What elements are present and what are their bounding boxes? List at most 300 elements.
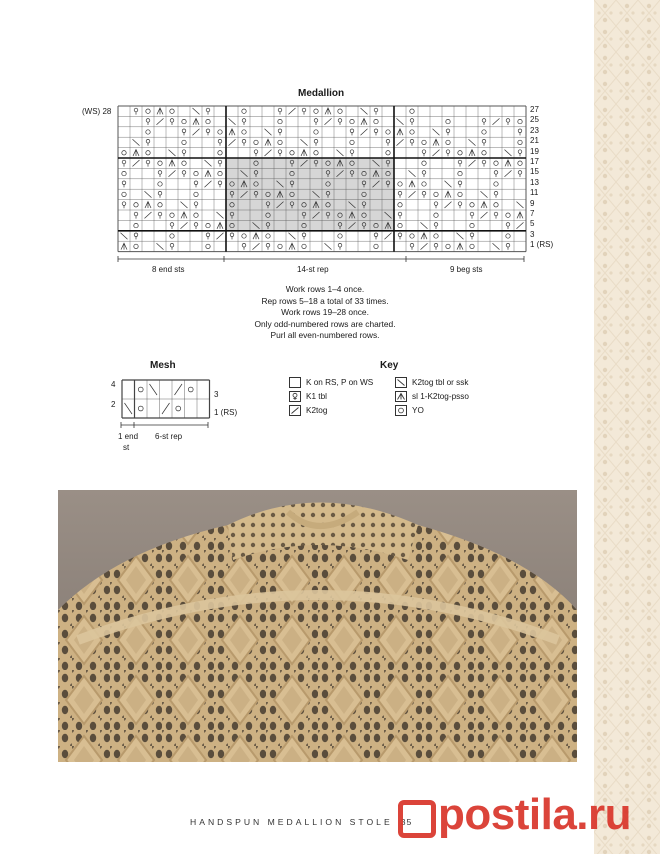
row-number-label: 5	[530, 219, 535, 229]
chart-cell-sk2p-icon	[253, 233, 259, 239]
chart-cell-yo-icon	[182, 140, 186, 144]
chart-cell-yo-icon	[458, 171, 462, 175]
chart-cell-yo-icon	[410, 234, 414, 238]
chart-cell-ktbl-icon	[278, 129, 282, 135]
chart-cell-sk2p-icon	[217, 222, 223, 228]
mesh-row-3: 3	[214, 390, 219, 399]
chart-cell-yo-icon	[278, 119, 282, 123]
chart-cell-yo-icon	[470, 244, 474, 248]
chart-cell-yo-icon	[218, 171, 222, 175]
chart-cell-ssk-icon	[517, 202, 524, 208]
chart-cell-ktbl-icon	[146, 139, 150, 145]
chart-cell-ssk-icon	[433, 129, 440, 135]
chart-cell-yo-icon	[494, 182, 498, 186]
lace-pattern-icon	[594, 0, 660, 854]
chart-cell-ktbl-icon	[242, 139, 246, 145]
chart-cell-yo-icon	[182, 119, 186, 123]
chart-cell-ktbl-icon	[134, 212, 138, 218]
row-number-label: 23	[530, 125, 539, 135]
chart-cell-ssk-icon	[193, 108, 200, 114]
chart-cell-ktbl-icon	[446, 150, 450, 156]
chart-cell-ktbl-icon	[410, 139, 414, 145]
chart-cell-ktbl-icon	[434, 223, 438, 229]
mesh-row-4: 4	[111, 380, 116, 389]
chart-cell-ktbl-icon	[122, 181, 126, 187]
chart-cell-yo-icon	[302, 244, 306, 248]
chart-cell-ktbl-icon	[422, 171, 426, 177]
chart-cell-yo-icon	[434, 192, 438, 196]
chart-cell-yo-icon	[410, 109, 414, 113]
chart-cell-sk2p-icon	[265, 139, 271, 145]
chart-cell-ktbl-icon	[182, 171, 186, 177]
chart-cell-ssk-icon	[469, 139, 476, 145]
chart-cell-ssk-icon	[325, 243, 332, 249]
page-number: 35	[400, 817, 413, 827]
chart-cell-yo-icon	[122, 151, 126, 155]
chart-cell-ktbl-icon	[446, 129, 450, 135]
key-item-k2tog	[289, 405, 327, 416]
mesh-brackets	[120, 422, 210, 432]
key-label: K2tog tbl or ssk	[412, 378, 469, 387]
chart-cell-ktbl-icon	[410, 243, 414, 249]
row-number-label: 9	[530, 198, 535, 208]
chart-cell-ktbl-icon	[350, 150, 354, 156]
chart-cell-ssk-icon	[133, 139, 140, 145]
chart-cell-ssk-icon	[457, 233, 464, 239]
chart-cell-sk2p-icon	[169, 160, 175, 166]
chart-cell-ktbl-icon	[374, 233, 378, 239]
row-number-label: 15	[530, 167, 539, 177]
chart-cell-sk2p-icon	[121, 243, 127, 249]
chart-cell-ktbl-icon	[134, 233, 138, 239]
mesh-k2tog-icon	[162, 403, 170, 414]
chart-cell-yo-icon	[470, 223, 474, 227]
chart-cell-k2tog-icon	[145, 212, 152, 218]
chart-cell-sk2p-icon	[445, 191, 451, 197]
mesh-title: Mesh	[150, 360, 176, 371]
chart-cell-k2tog-icon	[169, 170, 176, 176]
chart-cell-k2tog-icon	[193, 129, 200, 135]
chart-cell-yo-icon	[170, 213, 174, 217]
mesh-end-label: 1 end	[118, 432, 139, 441]
chart-cell-sk2p-icon	[205, 170, 211, 176]
chart-cell-ssk-icon	[409, 170, 416, 176]
chart-cell-ktbl-icon	[494, 212, 498, 218]
note-line: Rep rows 5–18 a total of 33 times.	[261, 295, 389, 306]
chart-cell-yo-icon	[146, 109, 150, 113]
chart-cell-yo-icon	[458, 192, 462, 196]
chart-cell-ktbl-icon	[338, 119, 342, 125]
chart-cell-sk2p-icon	[421, 233, 427, 239]
key-label: sl 1-K2tog-psso	[412, 392, 469, 401]
chart-cell-yo-icon	[254, 140, 258, 144]
chart-cell-yo-icon	[206, 223, 210, 227]
chart-cell-yo-icon	[518, 161, 522, 165]
chart-cell-yo-icon	[338, 234, 342, 238]
chart-cell-yo-icon	[146, 130, 150, 134]
chart-cell-sk2p-icon	[157, 108, 163, 114]
chart-cell-yo-icon	[242, 234, 246, 238]
chart-cell-ktbl-icon	[470, 233, 474, 239]
chart-cell-yo-icon	[386, 130, 390, 134]
chart-cell-ktbl-icon	[422, 150, 426, 156]
chart-cell-k2tog-icon	[289, 108, 296, 114]
chart-cell-sk2p-icon	[433, 139, 439, 145]
key-item-sk2p	[395, 391, 469, 402]
chart-cell-yo-icon	[506, 234, 510, 238]
mesh-yo-icon	[138, 387, 143, 392]
chart-cell-ssk-icon	[205, 160, 212, 166]
chart-cell-yo-icon	[386, 151, 390, 155]
chart-cell-yo-icon	[170, 234, 174, 238]
chart-cell-ktbl-icon	[230, 233, 234, 239]
chart-cell-ktbl-icon	[398, 212, 402, 218]
mesh-yo-icon	[176, 406, 181, 411]
chart-cell-ktbl-icon	[518, 171, 522, 177]
chart-cell-yo-icon	[470, 203, 474, 207]
chart-cell-ktbl-icon	[398, 233, 402, 239]
chart-cell-ktbl-icon	[206, 108, 210, 114]
key-label: K on RS, P on WS	[306, 378, 374, 387]
chart-cell-ktbl-icon	[518, 129, 522, 135]
chart-cell-ktbl-icon	[518, 150, 522, 156]
chart-cell-yo-icon	[338, 109, 342, 113]
chart-cell-ktbl-icon	[194, 223, 198, 229]
chart-cell-ktbl-icon	[482, 160, 486, 166]
chart-cell-yo-icon	[218, 151, 222, 155]
chart-cell-yo-icon	[518, 119, 522, 123]
chart-cell-sk2p-icon	[361, 118, 367, 124]
chart-cell-k2tog-icon	[181, 222, 188, 228]
chart-cell-ktbl-icon	[158, 191, 162, 197]
chart-cell-ssk-icon	[445, 181, 452, 187]
chart-cell-yo-icon	[242, 130, 246, 134]
note-line: Work rows 19–28 once.	[281, 307, 369, 317]
ws-row-label: (WS) 28	[82, 107, 112, 116]
twisted-stitch-icon	[289, 391, 301, 402]
section-label-end: 8 end sts	[152, 265, 185, 274]
chart-cell-yo-icon	[182, 161, 186, 165]
chart-cell-ktbl-icon	[170, 243, 174, 249]
chart-cell-k2tog-icon	[133, 160, 140, 166]
chart-cell-k2tog-icon	[157, 118, 164, 124]
chart-notes	[200, 284, 450, 342]
chart-cell-sk2p-icon	[505, 160, 511, 166]
chart-cell-sk2p-icon	[397, 129, 403, 135]
chart-cell-ktbl-icon	[506, 223, 510, 229]
chart-cell-yo-icon	[446, 244, 450, 248]
chart-cell-ktbl-icon	[170, 223, 174, 229]
chart-cell-ssk-icon	[289, 233, 296, 239]
chart-cell-ktbl-icon	[134, 108, 138, 114]
chart-cell-k2tog-icon	[385, 233, 392, 239]
chart-cell-ktbl-icon	[410, 119, 414, 125]
chart-cell-k2tog-icon	[397, 139, 404, 145]
chart-cell-yo-icon	[398, 182, 402, 186]
chart-cell-k2tog-icon	[361, 129, 368, 135]
chart-cell-ktbl-icon	[506, 119, 510, 125]
key-label: YO	[412, 406, 424, 415]
chart-cell-ssk-icon	[265, 129, 272, 135]
lace-border-strip	[594, 0, 660, 854]
chart-cell-yo-icon	[194, 171, 198, 175]
chart-cell-ktbl-icon	[278, 150, 282, 156]
key-item-ktbl	[289, 391, 327, 402]
key-title: Key	[380, 360, 399, 371]
chart-cell-k2tog-icon	[421, 243, 428, 249]
watermark-logo: postila.ru	[438, 790, 632, 839]
mesh-rep-label: 6-st rep	[155, 432, 183, 441]
chart-cell-ssk-icon	[421, 222, 428, 228]
chart-cell-yo-icon	[158, 161, 162, 165]
chart-cell-sk2p-icon	[229, 129, 235, 135]
chart-cell-ssk-icon	[493, 243, 500, 249]
chart-cell-ssk-icon	[145, 191, 152, 197]
mesh-k2tog-icon	[175, 384, 183, 395]
chart-cell-ktbl-icon	[122, 160, 126, 166]
chart-cell-yo-icon	[422, 161, 426, 165]
chart-cell-yo-icon	[494, 203, 498, 207]
chart-cell-yo-icon	[422, 182, 426, 186]
chart-cell-ssk-icon	[397, 118, 404, 124]
chart-cell-yo-icon	[350, 119, 354, 123]
mesh-end-label-2: st	[123, 443, 130, 452]
chart-cell-yo-icon	[194, 213, 198, 217]
chart-cell-ssk-icon	[337, 150, 344, 156]
chart-cell-ssk-icon	[229, 118, 236, 124]
chart-cell-ktbl-icon	[434, 243, 438, 249]
chart-cell-k2tog-icon	[505, 170, 512, 176]
chart-cell-yo-icon	[122, 171, 126, 175]
row-number-label: 21	[530, 136, 539, 146]
chart-cell-yo-icon	[146, 151, 150, 155]
chart-cell-sk2p-icon	[193, 118, 199, 124]
chart-cell-sk2p-icon	[145, 202, 151, 208]
row-number-label: 13	[530, 177, 539, 187]
chart-cell-ktbl-icon	[494, 171, 498, 177]
shawl-photo	[58, 490, 577, 762]
chart-cell-ssk-icon	[301, 139, 308, 145]
chart-cell-ktbl-icon	[158, 212, 162, 218]
mesh-ssk-icon	[150, 384, 158, 395]
chart-cell-ssk-icon	[121, 233, 128, 239]
row-number-label: 19	[530, 146, 539, 156]
chart-cell-yo-icon	[446, 140, 450, 144]
chart-cell-sk2p-icon	[301, 150, 307, 156]
chart-cell-ssk-icon	[217, 212, 224, 218]
chart-cell-ktbl-icon	[206, 129, 210, 135]
chart-cell-yo-icon	[506, 213, 510, 217]
mesh-ssk-icon	[125, 403, 133, 414]
chart-cell-yo-icon	[290, 151, 294, 155]
chart-cell-yo-icon	[158, 182, 162, 186]
chart-cell-sk2p-icon	[133, 150, 139, 156]
chart-cell-k2tog-icon	[469, 160, 476, 166]
note-line: Work rows 1–4 once.	[285, 284, 365, 294]
mesh-yo-icon	[138, 406, 143, 411]
chart-cell-k2tog-icon	[493, 118, 500, 124]
key-item-yo	[395, 405, 424, 416]
row-number-label: 27	[530, 105, 539, 114]
chart-cell-yo-icon	[134, 244, 138, 248]
chart-cell-ktbl-icon	[182, 129, 186, 135]
note-line: Purl all even-numbered rows.	[270, 330, 380, 340]
chart-cell-ktbl-icon	[374, 108, 378, 114]
section-label-beg: 9 beg sts	[450, 265, 483, 274]
chart-cell-ktbl-icon	[350, 129, 354, 135]
key-item-knit	[289, 377, 373, 388]
chart-cell-ktbl-icon	[254, 150, 258, 156]
chart-cell-k2tog-icon	[409, 191, 416, 197]
chart-cell-ktbl-icon	[218, 139, 222, 145]
mesh-row-2: 2	[111, 400, 116, 409]
chart-cell-ktbl-icon	[170, 119, 174, 125]
chart-cell-yo-icon	[266, 234, 270, 238]
chart-cell-ktbl-icon	[302, 233, 306, 239]
key-item-ssk	[395, 377, 468, 388]
chart-cell-yo-icon	[494, 161, 498, 165]
chart-cell-k2tog-icon	[265, 150, 272, 156]
yarn-over-icon	[395, 405, 407, 416]
chart-cell-sk2p-icon	[481, 202, 487, 208]
chart-cell-yo-icon	[242, 109, 246, 113]
row-number-label: 3	[530, 229, 535, 239]
chart-cell-ktbl-icon	[398, 191, 402, 197]
mesh-yo-icon	[188, 387, 193, 392]
chart-cell-ktbl-icon	[146, 160, 150, 166]
chart-cell-k2tog-icon	[229, 139, 236, 145]
chart-cell-ktbl-icon	[242, 119, 246, 125]
chart-cell-yo-icon	[434, 234, 438, 238]
chart-cell-yo-icon	[350, 140, 354, 144]
chart-cell-ssk-icon	[481, 191, 488, 197]
chart-cell-sk2p-icon	[457, 243, 463, 249]
row-number-label: 7	[530, 209, 535, 218]
chart-cell-k2tog-icon	[205, 181, 212, 187]
chart-cell-ktbl-icon	[458, 160, 462, 166]
note-line: Only odd-numbered rows are charted.	[254, 318, 396, 329]
chart-cell-yo-icon	[206, 244, 210, 248]
chart-cell-ktbl-icon	[242, 243, 246, 249]
section-label-rep: 14-st rep	[297, 265, 329, 274]
chart-cell-yo-icon	[134, 203, 138, 207]
chart-cell-yo-icon	[518, 140, 522, 144]
chart-cell-ktbl-icon	[374, 129, 378, 135]
chart-cell-yo-icon	[158, 203, 162, 207]
chart-cell-yo-icon	[206, 119, 210, 123]
chart-cell-yo-icon	[134, 223, 138, 227]
chart-cell-ktbl-icon	[314, 139, 318, 145]
knitted-shawl-image-icon	[58, 490, 577, 762]
key-label: K2tog	[306, 406, 328, 415]
k2tog-icon	[289, 405, 301, 416]
chart-cell-yo-icon	[458, 151, 462, 155]
chart-cell-sk2p-icon	[181, 212, 187, 218]
mesh-chart	[120, 378, 219, 422]
chart-cell-yo-icon	[398, 203, 402, 207]
chart-cell-yo-icon	[194, 192, 198, 196]
chart-cell-yo-icon	[410, 130, 414, 134]
chart-cell-yo-icon	[482, 151, 486, 155]
chart-cell-ktbl-icon	[470, 212, 474, 218]
chart-cell-ktbl-icon	[266, 243, 270, 249]
chart-cell-yo-icon	[398, 223, 402, 227]
chart-cell-ssk-icon	[157, 243, 164, 249]
chart-cell-ktbl-icon	[458, 202, 462, 208]
chart-cell-ssk-icon	[505, 150, 512, 156]
chart-cell-yo-icon	[422, 140, 426, 144]
chart-cell-ktbl-icon	[182, 150, 186, 156]
key-label: K1 tbl	[306, 392, 327, 401]
chart-cell-ssk-icon	[181, 202, 188, 208]
chart-cell-ktbl-icon	[494, 191, 498, 197]
chart-cell-ktbl-icon	[506, 243, 510, 249]
chart-cell-ktbl-icon	[422, 191, 426, 197]
book-title: HANDSPUN MEDALLION STOLE	[190, 817, 393, 827]
chart-cell-ktbl-icon	[206, 233, 210, 239]
medallion-title: Medallion	[298, 88, 345, 99]
chart-cell-ktbl-icon	[218, 181, 222, 187]
chart-cell-k2tog-icon	[445, 202, 452, 208]
chart-cell-ktbl-icon	[218, 160, 222, 166]
chart-cell-yo-icon	[218, 130, 222, 134]
chart-cell-yo-icon	[170, 109, 174, 113]
chart-cell-ktbl-icon	[338, 243, 342, 249]
chart-cell-ktbl-icon	[434, 202, 438, 208]
chart-cell-ktbl-icon	[302, 108, 306, 114]
chart-cell-yo-icon	[278, 244, 282, 248]
chart-cell-yo-icon	[278, 140, 282, 144]
chart-cell-sk2p-icon	[409, 181, 415, 187]
chart-cell-k2tog-icon	[481, 212, 488, 218]
page-footer	[190, 817, 412, 827]
chart-cell-k2tog-icon	[433, 150, 440, 156]
chart-cell-ktbl-icon	[278, 108, 282, 114]
chart-cell-k2tog-icon	[217, 233, 224, 239]
chart-cell-yo-icon	[314, 109, 318, 113]
chart-cell-ktbl-icon	[314, 119, 318, 125]
chart-cell-ktbl-icon	[158, 171, 162, 177]
chart-cell-ktbl-icon	[386, 139, 390, 145]
ssk-icon	[395, 377, 407, 388]
chart-cell-sk2p-icon	[517, 212, 523, 218]
blank-square-icon	[289, 377, 301, 388]
row-number-label: 25	[530, 115, 539, 125]
chart-cell-yo-icon	[482, 130, 486, 134]
chart-cell-k2tog-icon	[517, 222, 524, 228]
chart-cell-yo-icon	[374, 119, 378, 123]
chart-cell-yo-icon	[314, 130, 318, 134]
chart-cell-sk2p-icon	[289, 243, 295, 249]
chart-cell-ssk-icon	[361, 108, 368, 114]
chart-cell-ktbl-icon	[482, 139, 486, 145]
chart-cell-yo-icon	[122, 192, 126, 196]
chart-cell-yo-icon	[314, 151, 318, 155]
row-number-label: 17	[530, 157, 539, 166]
chart-cell-sk2p-icon	[469, 150, 475, 156]
chart-cell-k2tog-icon	[325, 118, 332, 124]
row-number-label: 11	[530, 188, 539, 198]
mesh-row-1: 1 (RS)	[214, 408, 238, 417]
chart-cell-yo-icon	[374, 244, 378, 248]
chart-cell-ktbl-icon	[194, 202, 198, 208]
chart-cell-k2tog-icon	[253, 243, 260, 249]
chart-cell-yo-icon	[446, 119, 450, 123]
medallion-chart	[116, 104, 528, 254]
chart-cell-ktbl-icon	[122, 202, 126, 208]
chart-cell-yo-icon	[434, 213, 438, 217]
chart-cell-sk2p-icon	[325, 108, 331, 114]
